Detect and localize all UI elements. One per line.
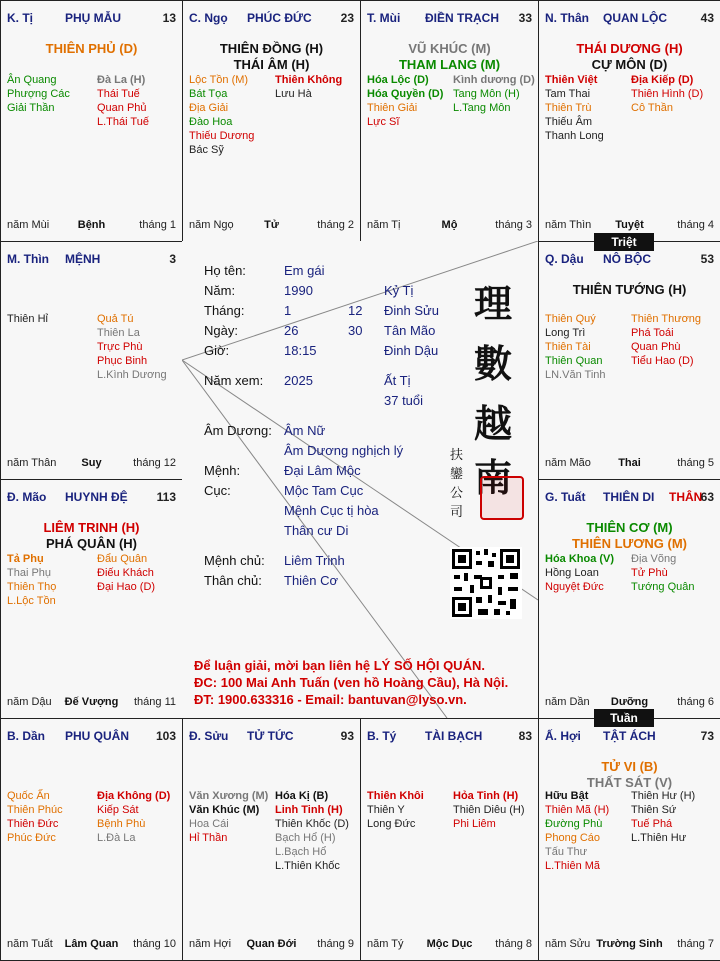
- main-star: THAM LANG (M): [398, 57, 501, 72]
- minor-stars-left: [7, 789, 63, 845]
- minor-star: Ân Quang: [7, 74, 57, 86]
- palace-stage: Thai: [618, 457, 641, 469]
- main-star: CỰ MÔN (D): [591, 57, 668, 72]
- main-star: THIÊN PHỦ (D): [45, 41, 138, 56]
- minor-star: Tử Phù: [631, 567, 668, 579]
- palace-name: HUYNH ĐỆ: [65, 490, 128, 504]
- minor-star: LN.Văn Tinh: [545, 369, 606, 381]
- cuc-note-1: Mệnh Cục tị hòa: [284, 503, 379, 518]
- palace-header: [7, 729, 176, 745]
- minor-star: Giải Thần: [7, 102, 55, 114]
- palace-number: 63: [700, 490, 714, 504]
- red-seal-icon: [480, 476, 524, 520]
- hour-can: Đinh Dậu: [384, 343, 439, 358]
- minor-star: Thiên Việt: [545, 74, 598, 86]
- palace-header: [545, 252, 714, 268]
- main-star: THÁI DƯƠNG (H): [576, 41, 683, 56]
- palace-stage: Trường Sinh: [596, 938, 663, 950]
- month-can-2: Tân Mão: [384, 323, 436, 338]
- minor-star: Thanh Long: [545, 130, 604, 142]
- calligraphy-char-2: 數: [474, 341, 513, 386]
- palace-year: năm Thìn: [545, 219, 592, 231]
- minor-star: Thiên Quan: [545, 355, 603, 367]
- tuan-tag: Tuần: [594, 709, 654, 727]
- minor-star: Bạch Hổ (H): [275, 832, 336, 844]
- minor-star: Thiên Không: [275, 74, 343, 86]
- palace-header: [367, 11, 532, 27]
- minor-star: Địa Võng: [631, 553, 677, 565]
- minor-star: Thiên Giải: [367, 102, 418, 114]
- palace-position: B. Dần: [7, 729, 46, 743]
- palace-month: tháng 4: [677, 219, 714, 231]
- palace-year: năm Sửu: [545, 938, 591, 950]
- palace-footer: [7, 696, 176, 710]
- palace-number: 73: [700, 729, 714, 743]
- body-palace-marker: THÂN: [669, 490, 703, 504]
- minor-star: Hỉ Thần: [189, 832, 228, 844]
- minor-star: Thiên Trù: [545, 102, 592, 114]
- main-stars: [183, 41, 360, 73]
- palace-month: tháng 10: [133, 938, 176, 950]
- minor-star: Hóa Lộc (D): [367, 74, 429, 86]
- palace-year: năm Tý: [367, 938, 404, 950]
- palace-stage: Lâm Quan: [64, 938, 119, 950]
- minor-stars-left: [7, 312, 48, 326]
- minor-star: Lộc Tồn (M): [189, 74, 249, 86]
- minor-star: Long Đức: [367, 818, 416, 830]
- minor-star: L.Thái Tuế: [97, 116, 149, 128]
- year-can: Đinh Sửu: [384, 303, 439, 318]
- minor-stars-left: [189, 73, 254, 157]
- minor-star: Thiên Khốc (D): [275, 818, 349, 830]
- palace-position: M. Thìn: [7, 252, 49, 266]
- minor-star: Hỏa Tinh (H): [453, 790, 519, 802]
- palace-number: 113: [156, 490, 176, 504]
- minor-star: Thiên Diêu (H): [453, 804, 525, 816]
- palace-number: 3: [169, 252, 176, 266]
- minor-star: Tướng Quân: [631, 581, 695, 593]
- age-value: 37 tuổi: [384, 393, 424, 408]
- minor-star: L.Kình Dương: [97, 369, 167, 381]
- minor-star: Phục Binh: [97, 355, 148, 367]
- main-stars: [361, 41, 538, 73]
- palace-stage: Bệnh: [77, 219, 106, 231]
- palace-month: tháng 6: [677, 696, 714, 708]
- day-label: Ngày:: [204, 323, 238, 338]
- palace-footer: [189, 219, 354, 233]
- minor-star: Phượng Các: [7, 88, 70, 100]
- palace-header: [545, 729, 714, 745]
- minor-star: L.Thiên Hư: [631, 832, 687, 844]
- palace-than: [538, 0, 720, 242]
- name-label: Họ tên:: [204, 263, 246, 278]
- palace-month: tháng 1: [139, 219, 176, 231]
- destiny-label: Mệnh:: [204, 463, 241, 478]
- main-stars: [539, 282, 720, 298]
- body-lord-value: Thiên Cơ: [284, 573, 339, 588]
- minor-stars-right: [453, 789, 525, 831]
- palace-header: [7, 490, 176, 506]
- minor-stars-right: [97, 552, 155, 594]
- palace-position: Đ. Mão: [7, 490, 47, 504]
- lunar-month-value: 12: [348, 303, 363, 318]
- minor-star: L.Đà La: [97, 832, 136, 844]
- minor-star: Trực Phù: [97, 341, 143, 353]
- destiny-lord-label: Mệnh chủ:: [204, 553, 265, 568]
- palace-position: B. Tý: [367, 729, 397, 743]
- minor-stars-left: [545, 73, 604, 143]
- palace-year: năm Thân: [7, 457, 57, 469]
- minor-star: Thiếu Âm: [545, 116, 593, 128]
- minor-star: L.Tang Môn: [453, 102, 511, 114]
- minor-star: Địa Kiếp (D): [631, 74, 694, 86]
- palace-month: tháng 3: [495, 219, 532, 231]
- contact-line-1: Để luận giải, mời bạn liên hệ LÝ SỐ HỘI QUÁN.: [194, 658, 485, 673]
- palace-name: TỬ TỨC: [247, 729, 294, 743]
- minor-star: Hóa Kị (B): [275, 790, 329, 802]
- palace-month: tháng 2: [317, 219, 354, 231]
- palace-footer: [367, 938, 532, 952]
- minor-star: Thiên Y: [367, 804, 405, 816]
- minor-star: Thiên Quý: [545, 313, 596, 325]
- minor-stars-right: [631, 312, 701, 368]
- main-star: LIÊM TRINH (H): [43, 520, 140, 535]
- minor-star: L.Lộc Tồn: [7, 595, 56, 607]
- palace-name: PHỤ MẪU: [65, 11, 121, 25]
- minor-star: Thiên Tài: [545, 341, 591, 353]
- minor-star: Địa Không (D): [97, 790, 171, 802]
- main-star: THIÊN LƯƠNG (M): [571, 536, 688, 551]
- palace-header: [189, 11, 354, 27]
- palace-position: C. Ngọ: [189, 11, 228, 25]
- minor-star: Quốc Ấn: [7, 790, 50, 802]
- palace-position: N. Thân: [545, 11, 589, 25]
- palace-name: THIÊN DI: [603, 490, 655, 504]
- minor-star: Thiên Thọ: [7, 581, 57, 593]
- minor-star: L.Thiên Mã: [545, 860, 601, 872]
- palace-header: [7, 11, 176, 27]
- view-year-can: Ất Tị: [384, 373, 411, 388]
- palace-ti: [0, 0, 183, 242]
- minor-star: Hồng Loan: [545, 567, 599, 579]
- minor-star: Thiên Hình (D): [631, 88, 704, 100]
- minor-stars-left: [545, 312, 606, 382]
- minor-star: Thiếu Dương: [189, 130, 255, 142]
- minor-stars-left: [189, 789, 268, 845]
- minor-star: Thiên Khôi: [367, 790, 424, 802]
- palace-dan: [0, 718, 183, 961]
- minor-star: Thiên Hỉ: [7, 313, 48, 325]
- palace-footer: [367, 219, 532, 233]
- palace-year: năm Tị: [367, 219, 401, 231]
- minor-star: Quan Phù: [631, 341, 681, 353]
- minor-star: Tam Thai: [545, 88, 591, 100]
- view-year-label: Năm xem:: [204, 373, 264, 388]
- main-stars: [539, 520, 720, 552]
- minor-star: L.Bạch Hổ: [275, 846, 327, 858]
- palace-number: 33: [518, 11, 532, 25]
- minor-star: Điếu Khách: [97, 567, 154, 579]
- palace-number: 23: [340, 11, 354, 25]
- hour-label: Giờ:: [204, 343, 230, 358]
- destiny-value: Đại Lâm Mộc: [284, 463, 361, 478]
- palace-footer: [7, 938, 176, 952]
- palace-month: tháng 9: [317, 938, 354, 950]
- minor-star: Lưu Hà: [275, 88, 312, 100]
- main-star: VŨ KHÚC (M): [408, 41, 491, 56]
- minor-stars-left: [7, 552, 56, 608]
- main-star: THÁI ÂM (H): [233, 57, 310, 72]
- palace-number: 53: [700, 252, 714, 266]
- qr-code-icon: [450, 547, 522, 619]
- palace-stage: Suy: [81, 457, 102, 469]
- minor-star: Lực Sĩ: [367, 116, 400, 128]
- palace-name: PHU QUÂN: [65, 729, 130, 743]
- minor-star: Quan Phủ: [97, 102, 147, 114]
- palace-header: [7, 252, 176, 268]
- palace-header: [545, 11, 714, 27]
- lunar-day-value: 30: [348, 323, 363, 338]
- minor-star: Tả Phụ: [7, 553, 44, 565]
- destiny-lord-value: Liêm Trinh: [284, 553, 345, 568]
- palace-position: Đ. Sửu: [189, 729, 229, 743]
- palace-thin: [0, 241, 183, 480]
- minor-stars-left: [7, 73, 70, 115]
- calligraphy-char-4: 南: [474, 455, 513, 500]
- minor-stars-left: [367, 789, 424, 831]
- palace-number: 13: [162, 11, 176, 25]
- palace-number: 103: [155, 729, 176, 743]
- minor-star: Thiên Hư (H): [631, 790, 696, 802]
- minor-star: Hữu Bật: [545, 790, 589, 802]
- palace-stage: Đế Vượng: [64, 696, 119, 708]
- minor-stars-right: [97, 73, 149, 129]
- palace-position: K. Tị: [7, 11, 33, 25]
- triet-tag: Triệt: [594, 233, 654, 251]
- minor-star: Thiên La: [97, 327, 140, 339]
- palace-header: [189, 729, 354, 745]
- palace-name: ĐIỀN TRẠCH: [425, 11, 499, 25]
- minor-star: L.Thiên Khốc: [275, 860, 340, 872]
- palace-header: [545, 490, 714, 506]
- palace-year: năm Dần: [545, 696, 590, 708]
- minor-star: Tấu Thư: [545, 846, 588, 858]
- palace-position: Q. Dậu: [545, 252, 584, 266]
- palace-stage: Mộc Dục: [426, 938, 473, 950]
- palace-footer: [189, 938, 354, 952]
- palace-stage: Tử: [264, 219, 279, 231]
- minor-star: Thiên Mã (H): [545, 804, 610, 816]
- minor-star: Thiên Thương: [631, 313, 702, 325]
- minor-star: Nguyệt Đức: [545, 581, 604, 593]
- minor-star: Linh Tinh (H): [275, 804, 343, 816]
- palace-year: năm Tuất: [7, 938, 53, 950]
- minor-star: Tiểu Hao (D): [631, 355, 694, 367]
- minor-star: Văn Xương (M): [189, 790, 269, 802]
- minor-star: Thiên Đức: [7, 818, 59, 830]
- minor-star: Kiếp Sát: [97, 804, 139, 816]
- minor-star: Đào Hoa: [189, 116, 233, 128]
- minor-stars-right: [97, 312, 167, 382]
- calligraphy-char-3: 越: [474, 401, 513, 446]
- palace-footer: [7, 219, 176, 233]
- main-star: THIÊN CƠ (M): [586, 520, 673, 535]
- minor-star: Đẩu Quân: [97, 553, 148, 565]
- palace-year: năm Hợi: [189, 938, 232, 950]
- minor-star: Phong Cáo: [545, 832, 601, 844]
- minor-star: Đà La (H): [97, 74, 146, 86]
- minor-star: Thiên Phúc: [7, 804, 63, 816]
- month-can: Kỷ Tị: [384, 283, 414, 298]
- palace-name: TẬT ÁCH: [603, 729, 656, 743]
- minor-star: Đường Phù: [545, 818, 603, 830]
- view-year-value: 2025: [284, 373, 313, 388]
- yin-yang-value: Âm Nữ: [284, 423, 326, 438]
- palace-name: QUAN LỘC: [603, 11, 667, 25]
- palace-footer: [545, 938, 714, 952]
- contact-line-2: ĐC: 100 Mai Anh Tuấn (ven hồ Hoàng Cầu), Hà Nội.: [194, 675, 509, 690]
- minor-star: Phi Liêm: [453, 818, 496, 830]
- yin-yang-label: Âm Dương:: [204, 423, 272, 438]
- palace-name: MỆNH: [65, 252, 101, 266]
- palace-footer: [545, 219, 714, 233]
- palace-footer: [545, 457, 714, 471]
- palace-stage: Dưỡng: [610, 696, 649, 708]
- minor-star: Văn Khúc (M): [189, 804, 260, 816]
- main-star: TỬ VI (B): [601, 759, 658, 774]
- center-info-panel: [182, 241, 538, 718]
- palace-month: tháng 12: [133, 457, 176, 469]
- minor-star: Thái Tuế: [97, 88, 140, 100]
- palace-number: 43: [700, 11, 714, 25]
- palace-year: năm Ngọ: [189, 219, 234, 231]
- palace-ngo: [182, 0, 361, 242]
- palace-position: G. Tuất: [545, 490, 586, 504]
- minor-star: Bát Tọa: [189, 88, 228, 100]
- minor-star: Hóa Khoa (V): [545, 553, 615, 565]
- month-value: 1: [284, 303, 292, 318]
- yin-yang-note: Âm Dương nghịch lý: [284, 443, 404, 458]
- minor-star: Quả Tú: [97, 313, 134, 325]
- minor-star: Thiên Sứ: [631, 804, 677, 816]
- minor-stars-left: [367, 73, 443, 129]
- palace-mui: [360, 0, 539, 242]
- company-vertical-text: 扶鑾公司: [450, 448, 464, 520]
- minor-stars-right: [631, 73, 703, 115]
- palace-dau: [538, 241, 720, 480]
- palace-ty: [360, 718, 539, 961]
- month-label: Tháng:: [204, 303, 245, 318]
- palace-mao: [0, 479, 183, 719]
- minor-stars-left: [545, 552, 614, 594]
- main-star: PHÁ QUÂN (H): [46, 536, 137, 551]
- palace-year: năm Mùi: [7, 219, 50, 231]
- main-stars: [539, 759, 720, 791]
- minor-star: Phá Toái: [631, 327, 674, 339]
- palace-hoi: [538, 718, 720, 961]
- palace-header: [367, 729, 532, 745]
- minor-star: Đại Hao (D): [97, 581, 156, 593]
- palace-year: năm Mão: [545, 457, 591, 469]
- palace-month: tháng 11: [133, 696, 176, 708]
- minor-stars-right: [631, 552, 695, 594]
- palace-tuat: [538, 479, 720, 719]
- cuc-note-2: Thân cư Di: [284, 523, 349, 538]
- palace-position: T. Mùi: [367, 11, 401, 25]
- minor-stars-right: [275, 73, 342, 101]
- minor-star: Hoa Cái: [189, 818, 229, 830]
- palace-position: Ấ. Hợi: [545, 729, 581, 743]
- hour-value: 18:15: [284, 343, 317, 358]
- main-star: THIÊN ĐỒNG (H): [219, 41, 324, 56]
- main-star: THẤT SÁT (V): [586, 775, 673, 790]
- palace-month: tháng 8: [495, 938, 532, 950]
- minor-stars-right: [453, 73, 535, 115]
- palace-month: tháng 5: [677, 457, 714, 469]
- palace-stage: Mộ: [441, 219, 458, 231]
- year-label: Năm:: [204, 283, 236, 298]
- minor-star: Cô Thần: [631, 102, 673, 114]
- palace-name: NÔ BỘC: [603, 252, 651, 266]
- minor-star: Phúc Đức: [7, 832, 56, 844]
- cuc-value: Mộc Tam Cục: [284, 483, 364, 498]
- palace-month: tháng 7: [677, 938, 714, 950]
- palace-name: TÀI BẠCH: [425, 729, 483, 743]
- palace-stage: Quan Đới: [246, 938, 297, 950]
- contact-line-3: ĐT: 1900.633316 - Email: bantuvan@lyso.vn.: [194, 692, 467, 707]
- minor-star: Tuế Phá: [631, 818, 673, 830]
- main-star: THIÊN TƯỚNG (H): [572, 282, 687, 297]
- palace-number: 93: [340, 729, 354, 743]
- year-value: 1990: [284, 283, 313, 298]
- palace-year: năm Dậu: [7, 696, 52, 708]
- palace-footer: [545, 696, 714, 710]
- palace-footer: [7, 457, 176, 471]
- calligraphy-char-1: 理: [474, 281, 513, 326]
- minor-star: Hóa Quyền (D): [367, 88, 444, 100]
- main-stars: [1, 520, 182, 552]
- minor-stars-left: [545, 789, 609, 873]
- day-value: 26: [284, 323, 299, 338]
- minor-star: Bác Sỹ: [189, 144, 224, 156]
- palace-number: 83: [518, 729, 532, 743]
- minor-star: Long Trì: [545, 327, 586, 339]
- minor-stars-right: [275, 789, 349, 873]
- minor-stars-right: [631, 789, 695, 845]
- body-lord-label: Thân chủ:: [204, 573, 262, 588]
- cuc-label: Cục:: [204, 483, 231, 498]
- minor-stars-right: [97, 789, 170, 845]
- minor-star: Bệnh Phù: [97, 818, 146, 830]
- main-stars: [1, 41, 182, 57]
- palace-name: PHÚC ĐỨC: [247, 11, 312, 25]
- palace-suu: [182, 718, 361, 961]
- palace-stage: Tuyệt: [615, 219, 644, 231]
- minor-star: Tang Môn (H): [453, 88, 520, 100]
- minor-star: Thai Phụ: [7, 567, 52, 579]
- minor-star: Kình dương (D): [453, 74, 535, 86]
- minor-star: Địa Giải: [189, 102, 229, 114]
- name-value: Em gái: [284, 263, 325, 278]
- main-stars: [539, 41, 720, 73]
